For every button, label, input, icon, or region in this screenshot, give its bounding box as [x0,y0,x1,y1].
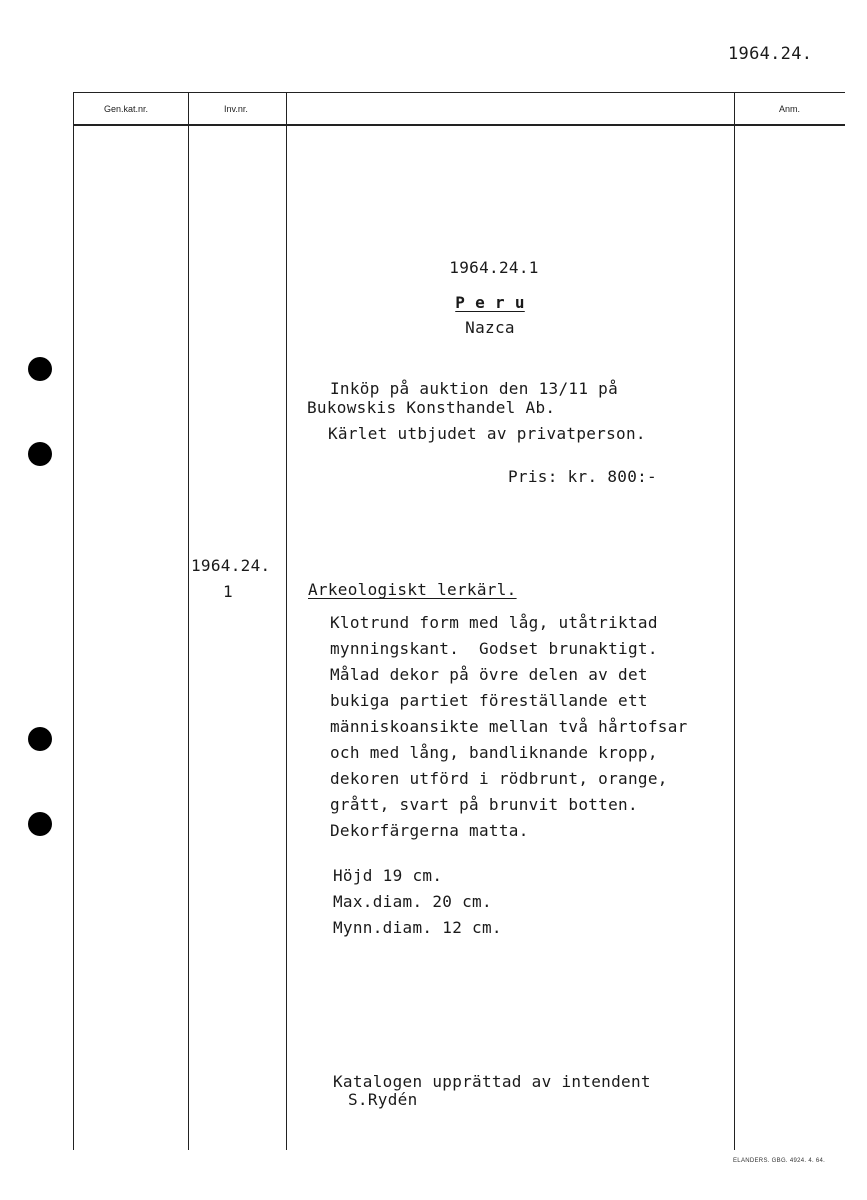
measurement-line: Mynn.diam. 12 cm. [333,918,502,937]
column-rule-3 [734,92,735,1150]
description-line: mynningskant. Godset brunaktigt. [330,639,658,658]
acquisition-line: Bukowskis Konsthandel Ab. [307,398,556,417]
header-gen-kat: Gen.kat.nr. [104,104,149,114]
object-title: Arkeologiskt lerkärl. [308,580,517,599]
entry-culture: Nazca [465,318,515,337]
punch-hole [28,727,52,751]
description-line: grått, svart på brunvit botten. [330,795,638,814]
acquisition-line: Kärlet utbjudet av privatperson. [328,424,646,443]
catalogued-by-line: Katalogen upprättad av intendent [333,1072,651,1091]
catalogued-by-name: S.Rydén [348,1090,418,1109]
column-rule-2 [286,92,287,1150]
description-line: Klotrund form med låg, utåtriktad [330,613,658,632]
punch-hole [28,357,52,381]
entry-country: P e r u [455,293,525,312]
measurement-line: Max.diam. 20 cm. [333,892,492,911]
description-line: människoansikte mellan två hårtofsar [330,717,688,736]
printer-mark: ELANDERS. GBG. 4924. 4. 64. [733,1158,826,1164]
description-line: och med lång, bandliknande kropp, [330,743,658,762]
description-line: bukiga partiet föreställande ett [330,691,648,710]
description-line: Dekorfärgerna matta. [330,821,529,840]
acquisition-line: Inköp på auktion den 13/11 på [330,379,619,398]
header-inv: Inv.nr. [224,104,248,114]
punch-hole [28,812,52,836]
inventory-number: 1964.24. [191,556,271,575]
measurement-line: Höjd 19 cm. [333,866,443,885]
price: Pris: kr. 800:- [508,467,657,486]
column-rule-left [73,92,74,1150]
description-line: dekoren utförd i rödbrunt, orange, [330,769,668,788]
column-rule-1 [188,92,189,1150]
punch-hole [28,442,52,466]
header-anm: Anm. [779,104,801,114]
inventory-number-suffix: 1 [223,582,233,601]
entry-number: 1964.24.1 [449,258,539,277]
description-line: Målad dekor på övre delen av det [330,665,648,684]
document-number: 1964.24. [728,44,813,64]
